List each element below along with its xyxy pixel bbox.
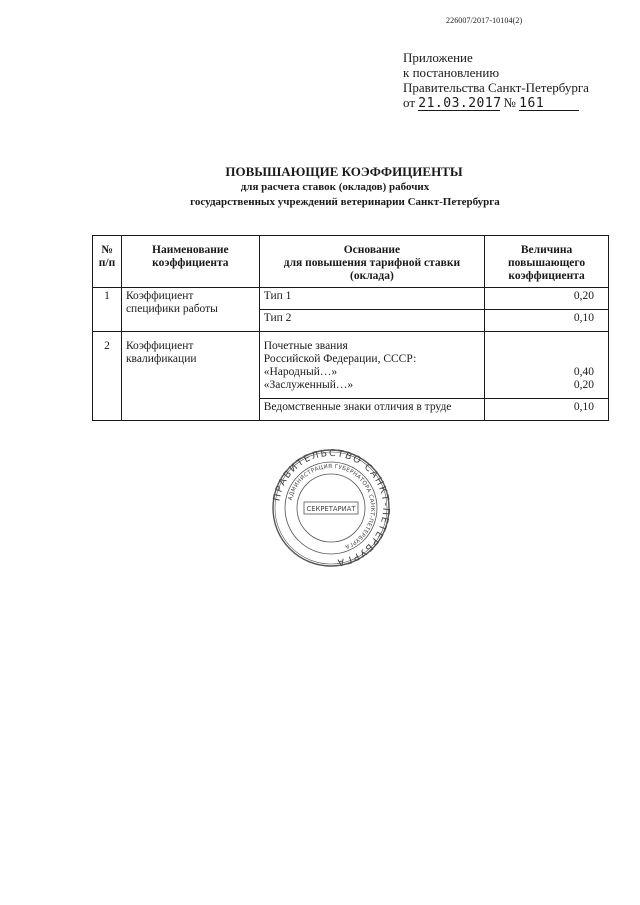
- row-2-value-b: 0,10: [485, 399, 609, 421]
- annex-block: [403, 50, 589, 111]
- row-2-name-line-1: Коэффициент: [125, 340, 194, 352]
- row-2-basis-line-4: «Заслуженный…»: [263, 379, 354, 391]
- row-2-basis-line-1: Почетные звания: [263, 340, 348, 352]
- seal-center-text: СЕКРЕТАРИАТ: [306, 505, 356, 513]
- table-row: [93, 332, 609, 399]
- row-2-name: [121, 332, 259, 421]
- title-main: ПОВЫШАЮЩИЕ КОЭФФИЦИЕНТЫ: [225, 164, 463, 179]
- row-1-value-b: 0,10: [485, 310, 609, 332]
- row-1-name-line-1: Коэффициент: [125, 290, 194, 302]
- annex-line-1: Приложение: [403, 50, 473, 65]
- row-1-name-line-2: специфики работы: [125, 303, 218, 315]
- seal-inner-text: АДМИНИСТРАЦИЯ ГУБЕРНАТОРА САНКТ-ПЕТЕРБУРГА: [287, 463, 376, 550]
- header-basis-line-1: Основание: [343, 244, 401, 256]
- row-1-value-a: 0,20: [485, 288, 609, 310]
- annex-date-line: [403, 95, 589, 111]
- row-2-value-line-4: 0,20: [573, 379, 594, 391]
- official-seal-stamp: [271, 448, 391, 568]
- header-number-line-1: №: [101, 244, 113, 256]
- table-header-row: [93, 236, 609, 288]
- header-basis-line-3: (оклада): [350, 270, 394, 282]
- header-basis-line-2: для повышения тарифной ставки: [283, 257, 461, 269]
- row-2-value-a: [485, 332, 609, 399]
- row-2-basis-b: Ведомственные знаки отличия в труде: [259, 399, 484, 421]
- document-title: [0, 164, 640, 210]
- annex-date: 21.03.2017: [418, 96, 502, 111]
- header-value-line-2: повышающего: [508, 257, 586, 269]
- header-value-line-3: коэффициента: [508, 270, 585, 282]
- number-prefix: №: [503, 95, 516, 110]
- row-1-number: 1: [93, 288, 122, 332]
- annex-line-3: Правительства Санкт-Петербурга: [403, 80, 589, 95]
- header-name-line-1: Наименование: [152, 244, 229, 256]
- row-1-basis-b: Тип 2: [259, 310, 484, 332]
- coefficients-table: [92, 235, 609, 421]
- header-value: [485, 236, 609, 288]
- header-number: [93, 236, 122, 288]
- row-1-basis-a: Тип 1: [259, 288, 484, 310]
- title-sub-2: государственных учреждений ветеринарии Санкт-Петербурга: [190, 196, 500, 208]
- row-2-name-line-2: квалификации: [125, 353, 197, 365]
- row-1-name: [121, 288, 259, 332]
- row-2-value-line-3: 0,40: [573, 366, 594, 378]
- header-number-line-2: п/п: [98, 257, 116, 269]
- document-number: 226007/2017-10104(2): [446, 16, 523, 25]
- row-2-basis-line-2: Российской Федерации, СССР:: [263, 353, 417, 365]
- header-name-line-2: коэффициента: [152, 257, 229, 269]
- row-2-basis-a: [259, 332, 484, 399]
- row-2-number: 2: [93, 332, 122, 421]
- title-sub-1: для расчета ставок (окладов) рабочих: [240, 181, 430, 193]
- annex-line-2: к постановлению: [403, 65, 500, 80]
- annex-number: 161: [519, 98, 579, 111]
- table-row: [93, 288, 609, 310]
- date-prefix: от: [403, 95, 416, 110]
- row-2-basis-line-3: «Народный…»: [263, 366, 338, 378]
- header-name: [121, 236, 259, 288]
- header-basis: [259, 236, 484, 288]
- header-value-line-1: Величина: [520, 244, 573, 256]
- seal-outer-text: ПРАВИТЕЛЬСТВО САНКТ-ПЕТЕРБУРГА: [271, 448, 391, 568]
